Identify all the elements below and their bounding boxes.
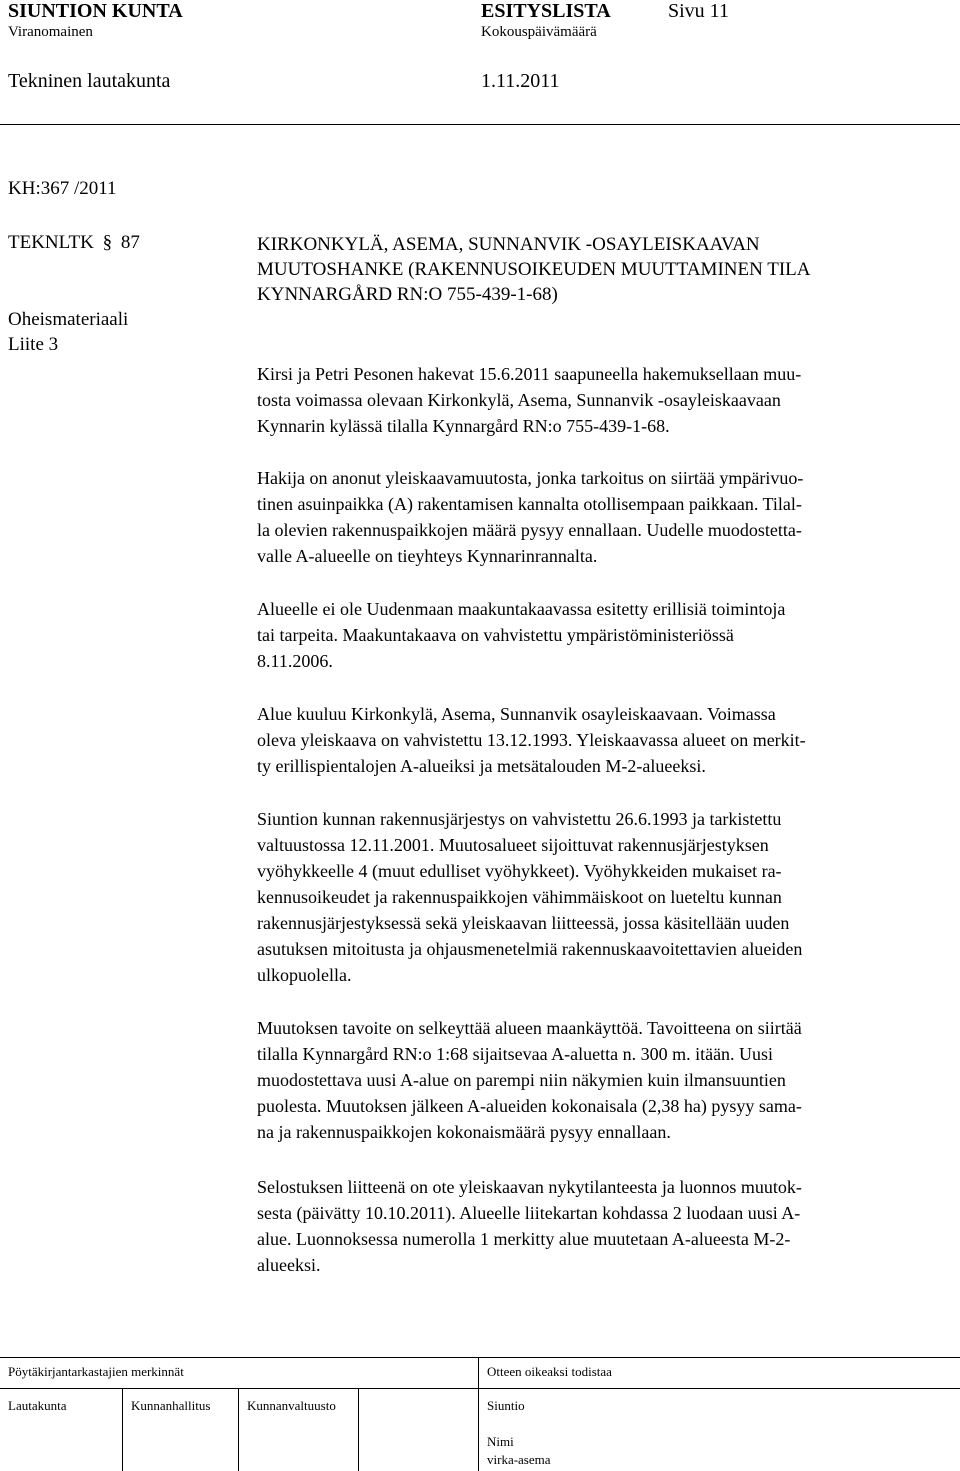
text-line: na ja rakennuspaikkojen kokonaismäärä pysyy ennallaan. xyxy=(257,1122,671,1142)
paragraph-building-code xyxy=(257,806,947,988)
paragraph-general-plan xyxy=(257,701,947,779)
paragraph-regional-plan xyxy=(257,596,947,674)
paragraph-purpose xyxy=(257,465,947,569)
page-number: Sivu 11 xyxy=(668,0,729,22)
case-title-line: KIRKONKYLÄ, ASEMA, SUNNANVIK -OSAYLEISKAAVAN xyxy=(257,234,760,255)
attachment-label: Oheismateriaali xyxy=(8,309,129,330)
footer-middle-rule xyxy=(0,1388,960,1389)
text-line: tai tarpeita. Maakuntakaava on vahvistettu ympäristöministeriössä xyxy=(257,625,734,645)
text-line: ulkopuolella. xyxy=(257,965,352,985)
text-line: tinen asuinpaikka (A) rakentamisen kannalta otollisempaan paikkaan. Tilal- xyxy=(257,494,802,514)
text-line: muodostettava uusi A-alue on parempi niin näkymien kuin ilmansuuntien xyxy=(257,1070,786,1090)
section-mark-icon: § xyxy=(102,232,113,253)
text-line: asutuksen mitoitusta ja ohjausmenetelmiä rakennuskaavoitettavien alueiden xyxy=(257,939,803,959)
text-line: Selostuksen liitteenä on ote yleiskaavan nykytilanteesta ja luonnos muutok- xyxy=(257,1177,802,1197)
certified-label: Otteen oikeaksi todistaa xyxy=(487,1364,612,1379)
text-line: valle A-alueelle on tieyhteys Kynnarinrannalta. xyxy=(257,546,598,566)
header-divider xyxy=(0,124,960,125)
meeting-date: 1.11.2011 xyxy=(481,70,560,92)
section-label xyxy=(8,232,140,254)
footer-col-board: Lautakunta xyxy=(8,1398,67,1413)
issuer: Tekninen lautakunta xyxy=(8,70,171,92)
footer-name-label: Nimi xyxy=(487,1434,514,1449)
case-reference: KH:367 /2011 xyxy=(8,178,117,199)
text-line: Kirsi ja Petri Pesonen hakevat 15.6.2011 saapuneella hakemuksellaan muu- xyxy=(257,364,802,384)
text-line: rakennusjärjestyksessä sekä yleiskaavan liitteessä, jossa käsitellään uuden xyxy=(257,913,790,933)
text-line: Alueelle ei ole Uudenmaan maakuntakaavassa esitetty erillisiä toimintoja xyxy=(257,599,786,619)
case-title-line: MUUTOSHANKE (RAKENNUSOIKEUDEN MUUTTAMINEN TILA xyxy=(257,259,811,280)
date-label: Kokouspäivämäärä xyxy=(481,24,597,40)
footer-title-label: virka-asema xyxy=(487,1452,551,1467)
text-line: sesta (päivätty 10.10.2011). Alueelle liitekartan kohdassa 2 luodaan uusi A- xyxy=(257,1203,801,1223)
text-line: Hakija on anonut yleiskaavamuutosta, jonka tarkoitus on siirtää ympärivuo- xyxy=(257,468,804,488)
text-line: Kynnarin kylässä tilalla Kynnargård RN:o 755-439-1-68. xyxy=(257,416,670,436)
paragraph-application xyxy=(257,361,947,439)
paragraph-objective xyxy=(257,1015,947,1145)
text-line: Siuntion kunnan rakennusjärjestys on vahvistettu 26.6.1993 ja tarkistettu xyxy=(257,809,782,829)
doc-type: ESITYSLISTA xyxy=(481,0,611,22)
text-line: Muutoksen tavoite on selkeyttää alueen maankäyttöä. Tavoitteena on siirtää xyxy=(257,1018,802,1038)
text-line: Alue kuuluu Kirkonkylä, Asema, Sunnanvik osayleiskaavaan. Voimassa xyxy=(257,704,776,724)
text-line: 8.11.2006. xyxy=(257,651,333,671)
section-number: 87 xyxy=(120,232,140,253)
org-name: SIUNTION KUNTA xyxy=(8,0,183,22)
footer-col-board2: Kunnanhallitus xyxy=(131,1398,211,1413)
text-line: ty erillispientalojen A-alueiksi ja metsätalouden M-2-alueeksi. xyxy=(257,756,706,776)
attachment: Liite 3 xyxy=(8,334,59,355)
text-line: oleva yleiskaava on vahvistettu 13.12.1993. Yleiskaavassa alueet on merkit- xyxy=(257,730,806,750)
text-line: tosta voimassa olevaan Kirkonkylä, Asema, Sunnanvik -osayleiskaavaan xyxy=(257,390,781,410)
minutes-checkers-label: Pöytäkirjantarkastajien merkinnät xyxy=(8,1364,184,1379)
text-line: puolesta. Muutoksen jälkeen A-alueiden kokonaisala (2,38 ha) pysyy sama- xyxy=(257,1096,802,1116)
footer-col-council: Kunnanvaltuusto xyxy=(247,1398,336,1413)
text-line: valtuustossa 12.11.2001. Muutosalueet sijoittuvat rakennusjärjestyksen xyxy=(257,835,769,855)
footer-col-rule xyxy=(358,1388,359,1471)
case-title xyxy=(257,232,811,307)
case-title-line: KYNNARGÅRD RN:O 755-439-1-68) xyxy=(257,284,558,305)
text-line: vyöhykkeelle 4 (muut edulliset vyöhykkeet). Vyöhykkeiden mukaiset ra- xyxy=(257,861,782,881)
text-line: alueeksi. xyxy=(257,1255,321,1275)
section-code: TEKNLTK xyxy=(8,232,94,253)
paragraph-appendix xyxy=(257,1174,947,1278)
footer-top-rule xyxy=(0,1357,960,1358)
text-line: kennusoikeudet ja rakennuspaikkojen vähimmäiskoot on lueteltu kunnan xyxy=(257,887,782,907)
text-line: la olevien rakennuspaikkojen määrä pysyy ennallaan. Uudelle muodostetta- xyxy=(257,520,802,540)
footer-center-rule xyxy=(478,1357,479,1471)
text-line: alue. Luonnoksessa numerolla 1 merkitty alue muutetaan A-alueesta M-2- xyxy=(257,1229,791,1249)
text-line: tilalla Kynnargård RN:o 1:68 sijaitsevaa A-aluetta n. 300 m. itään. Uusi xyxy=(257,1044,774,1064)
footer-place: Siuntio xyxy=(487,1398,525,1413)
footer-col-rule xyxy=(122,1388,123,1471)
issuer-label: Viranomainen xyxy=(8,24,93,40)
footer-col-rule xyxy=(238,1388,239,1471)
